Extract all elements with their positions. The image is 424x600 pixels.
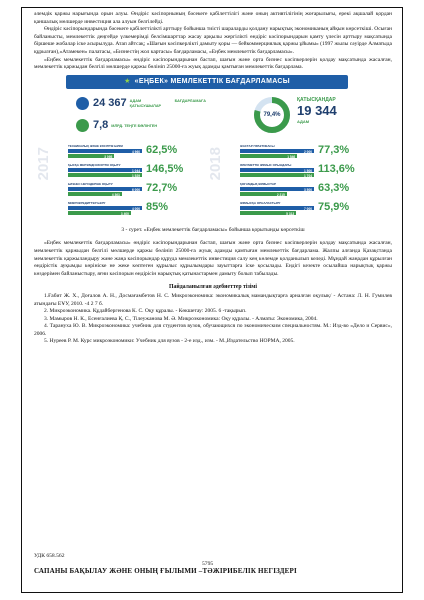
metric-percent: 72,7% [146, 181, 178, 194]
people-icon [76, 97, 89, 110]
metric-left-3 [68, 183, 178, 200]
metric-label: ЖҰМЫСҚА ОРНАЛАСТЫРУ [240, 201, 281, 205]
metric-left-2 [68, 162, 184, 181]
paragraph-3: «Еңбек мемлекеттік бағдарламасы» өндіріс кәсіпорындарынан бастап, шағын және орта бизнес кәсіпкерлерін қолдау мақсатында жасалған, мемлекеттік қаржыдан белгілі мөлшерде қаржы бөлініп 25000-ға жуық адамды қамтыған мемлекеттік бағдарлама. [34, 56, 392, 71]
stat2-unit: МЛРД. ТЕҢГЕ БӨЛІНГЕН [111, 123, 158, 128]
article-body [34, 11, 392, 346]
plan-bar: 4 000 [68, 206, 142, 210]
participants-number: 19 344 [297, 103, 337, 119]
money-icon [76, 119, 89, 132]
infographic [34, 75, 392, 223]
donut-label: 79,4% [263, 111, 281, 118]
fact-bar: 1 546 [240, 154, 297, 158]
year-left: 2017 [35, 146, 52, 181]
udk-code: УДК 658.562 [34, 553, 65, 559]
fact-bar: 5 313 [240, 211, 296, 215]
metric-label: БИЗНЕС НЕГІЗДЕРІНЕ ОҚЫТУ [68, 182, 113, 186]
metric-right-3 [240, 183, 350, 200]
stat1-unit: АДАМ БАҒДАРЛАМАҒА ҚАТЫСУШЫЛАР [129, 99, 206, 108]
right-stats [252, 95, 362, 139]
participants-unit: АДАМ [297, 119, 310, 125]
metric-percent: 62,5% [146, 143, 178, 156]
stat2-number: 7,8 [93, 118, 109, 131]
reference-3: 3. Мамыров Н. К., Есенғалиева Қ. С., Тілеужанова М. Ә. Микроэкономика: Оқу құралы. - Алматы: Экономика, 2004. [44, 315, 318, 322]
figure-caption: 3 - сурет. «Еңбек мемлекеттік бағдарламасы» бойынша қорытынды көрсеткіш [121, 226, 305, 233]
reference-5: 5. Нуреев Р. М. Курс микроэкономики: Учебник для вузов - 2-е изд., изм. - М.,Издательство НОРМА, 2005. [44, 338, 295, 345]
reference-1: 1.Ғабит Ж. Х., Доғалов А. Н., Досмағамбетов Н. С. Микроэкономика: экономикалық мамандықтарға арналған оқулық/ - Астана: Л. Н. Гумилев атындағы ЕҰУ, 2010. -4 2 7 б. [34, 292, 392, 307]
metric-percent: 75,9% [318, 200, 350, 213]
left-stats [76, 93, 206, 139]
metric-percent: 77,3% [318, 143, 350, 156]
year-right: 2018 [207, 146, 224, 181]
reference-4: 4. Тарануха Ю. В. Микроэкономика: учебник для студентов вузов, обучающихся по экономическим специальностям. М.: Изд-во «Дело и Сервис», 2006. [34, 323, 392, 337]
metric-right-2 [240, 162, 355, 181]
metric-left-4 [68, 202, 178, 219]
running-title: САПАНЫ БАҚЫЛАУ ЖӘНЕ ОНЫҢ ҒЫЛЫМИ –ТӘЖІРИБЕЛІК НЕГІЗДЕРІ [34, 567, 297, 575]
metric-label: ТЕХНИКАЛЫҚ ЖӘНЕ КӘСІПТІК БІЛІМ [68, 144, 123, 148]
fact-bar: 3 095 [68, 154, 114, 158]
fact-bar: 1 704 [240, 173, 314, 177]
plan-bar: 3 500 [240, 187, 314, 191]
plan-bar: 4 960 [68, 149, 142, 153]
fact-bar: 4 363 [68, 192, 122, 196]
fact-bar: 3 400 [68, 211, 131, 215]
metric-percent: 146,5% [146, 162, 184, 175]
fact-bar: 1 529 [68, 173, 142, 177]
metric-label: ҚОҒАМДЫҚ ЖҰМЫСТАР [240, 182, 276, 186]
paragraph-4: «Еңбек мемлекеттік бағдарламасы» өндіріс кәсіпорындарынан бастап, шағын және орта бизнес кәсіпкерлерін қолдау мақсатында жасалған, мемлекеттік қаржыдан белгілі мөлшерде қаржы бөлініп 25000-ға жуық адамды қамтыған мемлекеттік бағдарлама. Жалпы алғанда Қазақстанда мемлекеттік қаржыландыру және жаңа кәсіпорындар құруда мемлекеттік инвестиция салу кең көлемде қолданылып келеді. Мұндай жаңадан құрылған өндірістік ауқымды көрініске не жеке көптеген құрылыс құрылымдары зауыттарға іске қосылады. Ендігі кезекте осылайша нарықтық қаржы көздерімен байланыстыру, яғни кәсіпорын өндірісін нарықтық қатынастармен дамыту болып табылады. [34, 240, 392, 277]
metric-percent: 113,6% [318, 162, 355, 175]
infographic-banner: ★ «ЕҢБЕК» МЕМЛЕКЕТТІК БАҒДАРЛАМАСЫ [66, 75, 348, 89]
metric-percent: 63,3% [318, 181, 350, 194]
metric-right-4 [240, 202, 350, 219]
metric-label: ӘЛЕУМЕТТІК ЖҰМЫС ОРЫНДАРЫ [240, 163, 292, 167]
plan-bar: 6 000 [68, 187, 142, 191]
metric-percent: 85% [146, 200, 169, 213]
metric-label: МИКРОКРЕДИТТЕР БЕРУ [68, 201, 106, 205]
metric-right-1 [240, 145, 350, 162]
paragraph-2: Өндіріс кәсіпорындарында бәсекеге қабілеттілікті арттыру бойынша тиісті шараларды қолдану нарықтық экономиканың айқын көрсеткіші. Осыған байланысты, мемлекеттік деңгейде үлкемерімді белсімшарттар жасау арқылы жергілікті өндіріс кәсіпорындарын қамту үлесін арттыру мақсатында біршеше жобалар іске асырылуда. Атап айтсақ; «Шағын кәсіпкерлікті дамыту қоры — бейкоммерциялық қаржы ұйымы» (1997 жылы сәуірде Алматыда құрылған),«Атамекен» палатасы, «Бизнестің жол картасы» бағдарламасы, «Еңбек мемлекеттік бағдарламасы». [34, 26, 392, 55]
participants-label: ҚАТЫСҚАНДАР [297, 96, 336, 103]
reference-2: 2. Микроэкономика. Құдайбергенова К. С. Оқу құралы. - Көкшетау: 2005. 6 -тақырып. [44, 308, 247, 315]
page-number: 5795 [202, 561, 214, 567]
metric-label: ҚЫСҚА МЕРЗІМДІ КӘСІПТІК ОҚЫТУ [68, 163, 121, 167]
metric-label: ЖАСТАР ПРАКТИКАСЫ [240, 144, 275, 148]
references-title: Пайдаланылған әдебиеттер тізімі [168, 284, 257, 291]
stat1-number: 24 367 [93, 96, 127, 109]
fact-bar: 2 215 [240, 192, 287, 196]
metric-left-1 [68, 145, 178, 162]
plan-bar: 1 044 [68, 168, 142, 172]
plan-bar: 1 500 [240, 168, 314, 172]
plan-bar: 7 000 [240, 206, 314, 210]
paragraph-1: әлемдік қаржы нарығында орын алуы. Өндіріс кәсіпорнының бәсекеге қабілеттілігі және оның активтілігінің жоғарылығы, ерекі ақшалай қордан қаншалық мөлшерде инвестиция ала алуын белгілейді. [34, 11, 392, 25]
plan-bar: 2 000 [240, 149, 314, 153]
